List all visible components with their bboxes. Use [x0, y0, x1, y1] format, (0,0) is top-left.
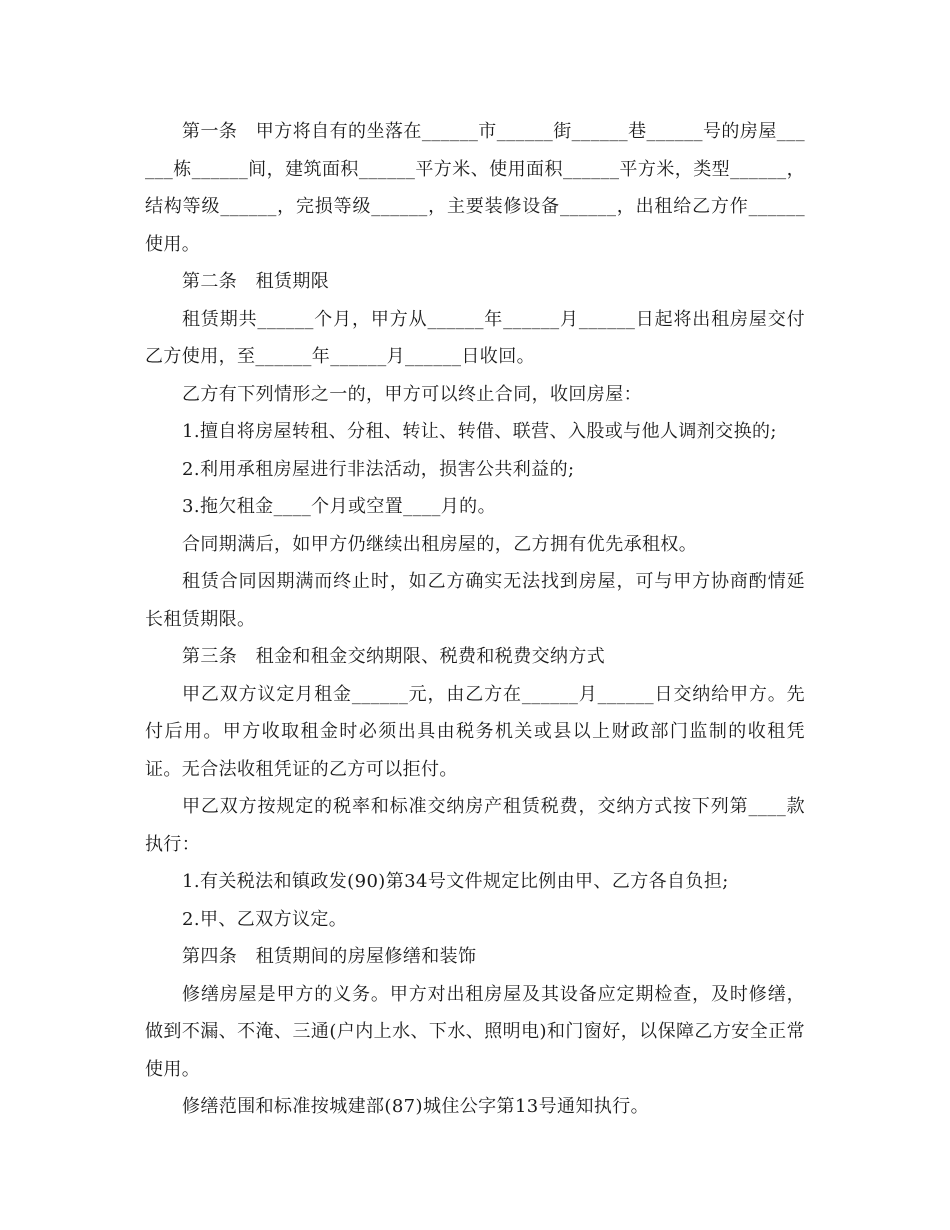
termination-conditions-intro: 乙方有下列情形之一的，甲方可以终止合同，收回房屋：	[182, 383, 642, 405]
article-4-heading: 第四条 租赁期间的房屋修缮和装饰	[182, 946, 477, 967]
repair-scope-paragraph: 修缮范围和标准按城建部(87)城住公字第13号通知执行。	[182, 1096, 650, 1117]
article-1-paragraph: 第一条 甲方将自有的坐落在______市______街______巷______号的房屋______栋______间，建筑面积______平方米、使用面积______平方米，类型______，结构等级______，完损等级______，主要装修设备______，出租给乙方作______使用。	[145, 121, 805, 255]
lease-extension-paragraph: 租赁合同因期满而终止时，如乙方确实无法找到房屋，可与甲方协商酌情延长租赁期限。	[145, 571, 805, 630]
document-body	[145, 113, 805, 1126]
tax-option-1: 1.有关税法和镇政发(90)第34号文件规定比例由甲、乙方各自负担;	[182, 871, 729, 892]
termination-condition-2: 2.利用承租房屋进行非法活动，损害公共利益的;	[182, 458, 575, 480]
article-2-heading: 第二条 租赁期限	[182, 271, 330, 292]
termination-condition-3: 3.拖欠租金____个月或空置____月的。	[182, 496, 496, 517]
termination-condition-1: 1.擅自将房屋转租、分租、转让、转借、联营、入股或与他人调剂交换的;	[182, 421, 777, 442]
lease-term-paragraph: 租赁期共______个月，甲方从______年______月______日起将出租房屋交付乙方使用，至______年______月______日收回。	[145, 308, 805, 367]
tax-option-2: 2.甲、乙双方议定。	[182, 908, 348, 930]
rent-payment-paragraph: 甲乙双方议定月租金______元，由乙方在______月______日交纳给甲方。先付后用。甲方收取租金时必须出具由税务机关或县以上财政部门监制的收租凭证。无合法收租凭证的乙方可以拒付。	[145, 683, 805, 780]
repair-duty-paragraph: 修缮房屋是甲方的义务。甲方对出租房屋及其设备应定期检查，及时修缮，做到不漏、不淹、三通(户内上水、下水、照明电)和门窗好，以保障乙方安全正常使用。	[145, 983, 805, 1080]
article-3-heading: 第三条 租金和租金交纳期限、税费和税费交纳方式	[182, 646, 606, 667]
priority-renewal-paragraph: 合同期满后，如甲方仍继续出租房屋的，乙方拥有优先承租权。	[182, 533, 698, 555]
tax-payment-paragraph: 甲乙双方按规定的税率和标准交纳房产租赁税费，交纳方式按下列第____款执行：	[145, 796, 805, 855]
